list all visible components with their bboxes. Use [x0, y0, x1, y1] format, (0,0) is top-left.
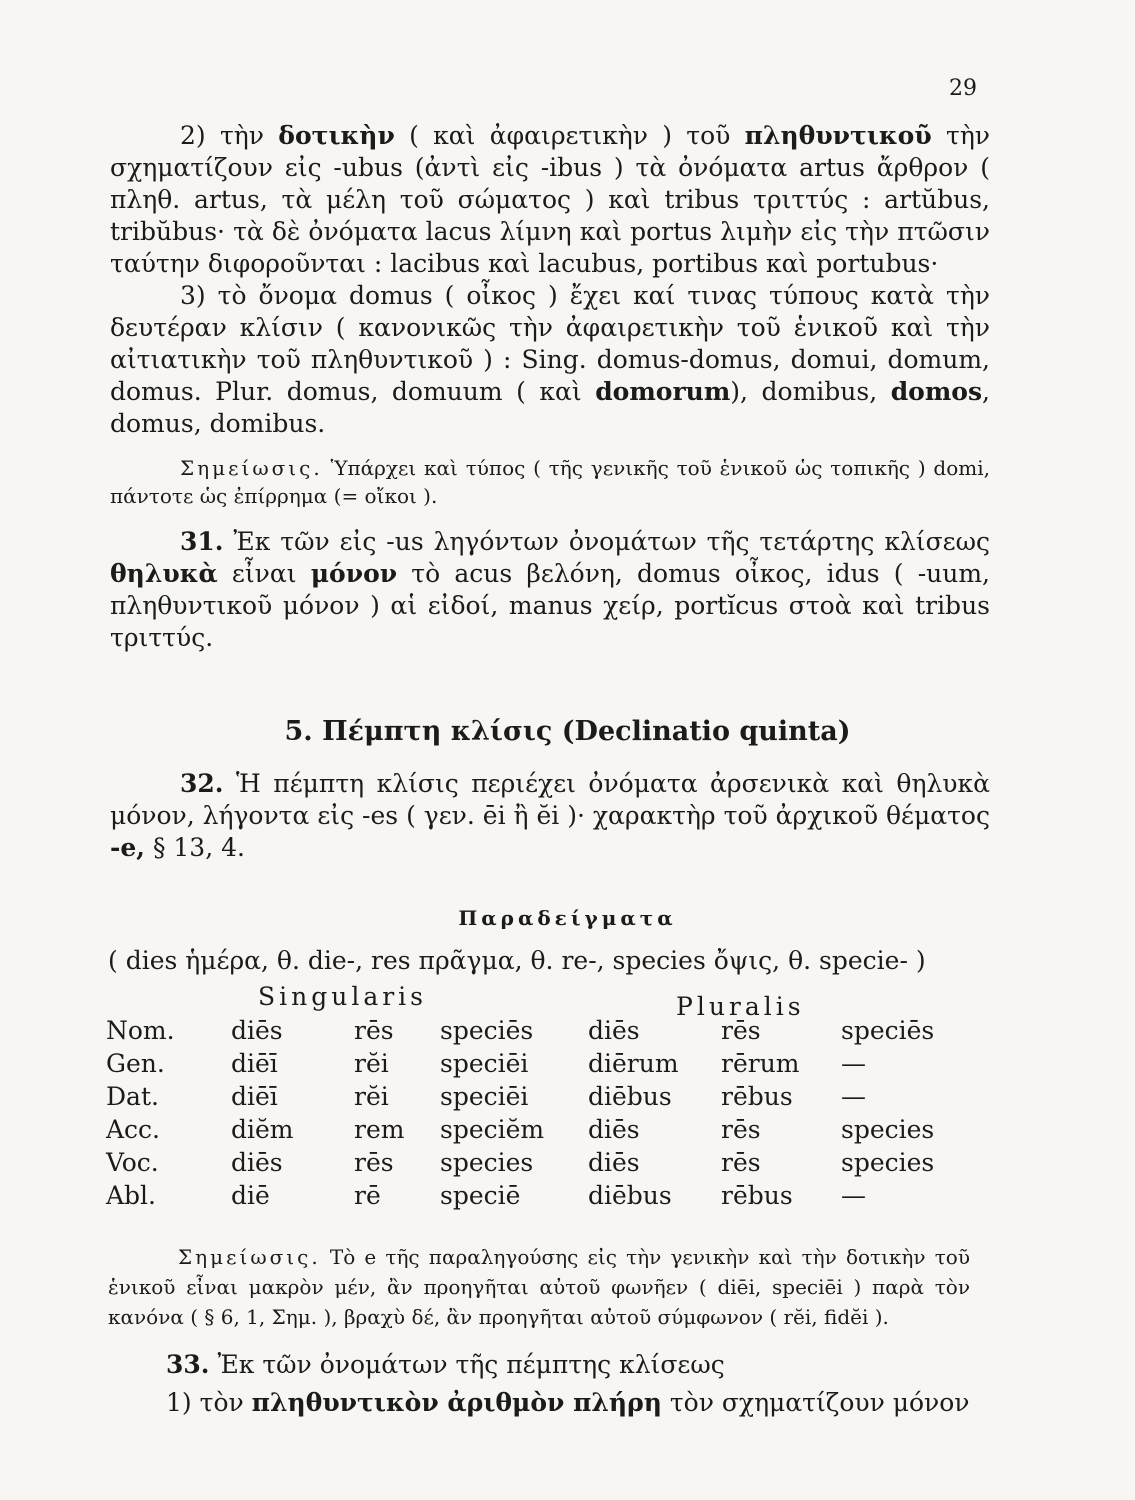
note-1 — [110, 454, 990, 510]
text: τὸν — [191, 1388, 252, 1417]
plur-dies-cell: diēbus — [588, 1181, 672, 1210]
text: τὸ acus βελόνη, domus οἶκος, idus ( -uum, πληθυντικοῦ μόνον ) αἱ εἰδοί, manus χείρ, portĭcus στοὰ καὶ tribus τριττύς. — [110, 559, 991, 652]
bold-term: πληθυντικὸν ἀριθμὸν πλήρη — [251, 1388, 662, 1417]
sing-res-cell: rĕi — [354, 1049, 389, 1078]
bold-term: domos — [890, 377, 983, 406]
bold-term: domorum — [595, 377, 731, 406]
text: ( καὶ ἀφαιρετικὴν ) τοῦ — [394, 121, 745, 150]
text: τὸν σχηματίζουν μόνον — [661, 1388, 970, 1417]
text: , domus, domibus. — [110, 377, 990, 438]
case-label-cell: Gen. — [106, 1049, 165, 1078]
examples-line: ( dies ἡμέρα, θ. die-, res πρᾶγμα, θ. re-, species ὄψις, θ. specie- ) — [108, 946, 926, 975]
note-label: Σημείωσις. — [178, 1245, 321, 1269]
page-number: 29 — [949, 76, 977, 101]
paradigm-row — [106, 1146, 961, 1179]
plur-dies-cell: diēs — [588, 1016, 640, 1045]
text: § 13, 4. — [145, 833, 245, 862]
text: τὸ ὄνομα domus ( οἶκος ) ἔχει καί τινας τύπους κατὰ τὴν δευτέραν κλίσιν ( κανονικῶς τὴν ἀφαιρετικὴν τοῦ ἑνικοῦ καὶ τὴν αἰτιατικὴν τοῦ πληθυντικοῦ ) : Sing. domus-domus, domui, domum, domus. Plur. domus, domuum ( καὶ — [110, 281, 990, 406]
paragraphs-top — [110, 120, 990, 654]
section-number: 31. — [180, 527, 224, 556]
case-label-cell: Dat. — [106, 1082, 159, 1111]
sing-dies-cell: diēs — [231, 1148, 283, 1177]
sing-species-cell: speciēi — [440, 1049, 529, 1078]
text: ), domibus, — [730, 377, 891, 406]
plur-res-cell: rērum — [721, 1049, 800, 1078]
plur-species-cell: species — [841, 1148, 935, 1177]
examples-title: Παραδείγματα — [458, 906, 677, 930]
item-number: 3) — [180, 281, 206, 310]
sing-res-cell: rē — [354, 1181, 381, 1210]
plur-res-cell: rēs — [721, 1148, 761, 1177]
section-number: 32. — [180, 769, 224, 798]
sing-res-cell: rĕi — [354, 1082, 389, 1111]
singularis-header: Singularis — [258, 982, 428, 1011]
case-label-cell: Nom. — [106, 1016, 175, 1045]
text: Ἡ πέμπτη κλίσις περιέχει ὀνόματα ἀρσενικὰ καὶ θηλυκὰ μόνον, λήγοντα εἰς -es ( γεν. ēi ἢ ĕi )· χαρακτὴρ τοῦ ἀρχικοῦ θέματος — [110, 769, 990, 830]
note-2 — [108, 1242, 970, 1332]
case-label-cell: Voc. — [106, 1148, 159, 1177]
text: τὴν — [205, 121, 279, 150]
sing-species-cell: speciēi — [440, 1082, 529, 1111]
plur-species-cell: — — [841, 1181, 866, 1210]
sing-dies-cell: diēī — [231, 1082, 278, 1111]
paragraph-2 — [110, 120, 990, 280]
paragraph-3 — [110, 280, 990, 440]
paradigm-row — [106, 1014, 961, 1047]
note-text: Ὑπάρχει καὶ τύπος ( τῆς γενικῆς τοῦ ἑνικοῦ ὡς τοπικῆς ) domi, πάντοτε ὡς ἐπίρρημα (= οἴκοι ). — [110, 456, 990, 508]
paradigm-row — [106, 1080, 961, 1113]
plur-res-cell: rēbus — [721, 1181, 793, 1210]
plur-res-cell: rēs — [721, 1016, 761, 1045]
sing-species-cell: speciē — [440, 1181, 521, 1210]
text: Ἐκ τῶν εἰς -us ληγόντων ὀνομάτων τῆς τετάρτης κλίσεως — [223, 527, 990, 556]
section-32 — [110, 768, 990, 864]
plur-dies-cell: diērum — [588, 1049, 679, 1078]
paradigm-row — [106, 1113, 961, 1146]
bold-term: θηλυκὰ — [110, 559, 218, 588]
paradigm-row — [106, 1179, 961, 1212]
plur-species-cell: speciēs — [841, 1016, 935, 1045]
plur-dies-cell: diēs — [588, 1115, 640, 1144]
sing-species-cell: speciēs — [440, 1016, 534, 1045]
section-31 — [110, 526, 990, 654]
item-number: 1) — [166, 1388, 192, 1417]
case-label-cell: Abl. — [106, 1181, 156, 1210]
sing-res-cell: rem — [354, 1115, 405, 1144]
text: Ἐκ τῶν ὀνομάτων τῆς πέμπτης κλίσεως — [209, 1350, 725, 1379]
section-heading: 5. Πέμπτη κλίσις (Declinatio quinta) — [284, 716, 851, 747]
plur-res-cell: rēs — [721, 1115, 761, 1144]
section-33-line-2 — [108, 1384, 988, 1422]
pluralis-header: Pluralis — [676, 992, 805, 1021]
sing-res-cell: rēs — [354, 1148, 394, 1177]
bold-term: δοτικὴν — [278, 121, 395, 150]
bold-term: πληθυντικοῦ — [744, 121, 932, 150]
sing-dies-cell: diĕm — [231, 1115, 294, 1144]
plur-dies-cell: diēbus — [588, 1082, 672, 1111]
sing-dies-cell: diēī — [231, 1049, 278, 1078]
plur-res-cell: rēbus — [721, 1082, 793, 1111]
paradigm-row — [106, 1047, 961, 1080]
plur-species-cell: species — [841, 1115, 935, 1144]
sing-dies-cell: diēs — [231, 1016, 283, 1045]
sing-species-cell: speciĕm — [440, 1115, 545, 1144]
section-33 — [108, 1346, 988, 1422]
paradigm-table — [106, 1014, 961, 1212]
item-number: 2) — [180, 121, 206, 150]
text: εἶναι — [217, 559, 311, 588]
section-number: 33. — [166, 1350, 210, 1379]
plur-species-cell: — — [841, 1049, 866, 1078]
sing-res-cell: rēs — [354, 1016, 394, 1045]
note-label: Σημείωσις. — [180, 456, 323, 480]
case-label-cell: Acc. — [106, 1115, 161, 1144]
bold-term: -e, — [110, 833, 145, 862]
sing-dies-cell: diē — [231, 1181, 270, 1210]
section-33-line-1 — [108, 1346, 988, 1384]
plur-species-cell: — — [841, 1082, 866, 1111]
text: τὴν σχηματίζουν εἰς -ubus (ἀντὶ εἰς -ibus ) τὰ ὀνόματα artus ἄρθρον ( πληθ. artus, τὰ μέλη τοῦ σώματος ) καὶ tribus τριττύς : artŭbus, tribŭbus· τὰ δὲ ὀνόματα lacus λίμνη καὶ portus λιμὴν εἰς τὴν πτῶσιν ταύτην διφοροῦνται : lacibus καὶ lacubus, portibus καὶ portubus· — [110, 121, 991, 278]
sing-species-cell: species — [440, 1148, 534, 1177]
section-32-block — [110, 768, 990, 864]
note-text: Τὸ e τῆς παραληγούσης εἰς τὴν γενικὴν καὶ τὴν δοτικὴν τοῦ ἑνικοῦ εἶναι μακρὸν μέν, ἂν προηγῆται αὐτοῦ φωνῆεν ( diēi, speciēi ) παρὰ τὸν κανόνα ( § 6, 1, Σημ. ), βραχὺ δέ, ἂν προηγῆται αὐτοῦ σύμφωνον ( rĕi, fidĕi ). — [108, 1245, 970, 1329]
bold-term: μόνον — [310, 559, 398, 588]
plur-dies-cell: diēs — [588, 1148, 640, 1177]
